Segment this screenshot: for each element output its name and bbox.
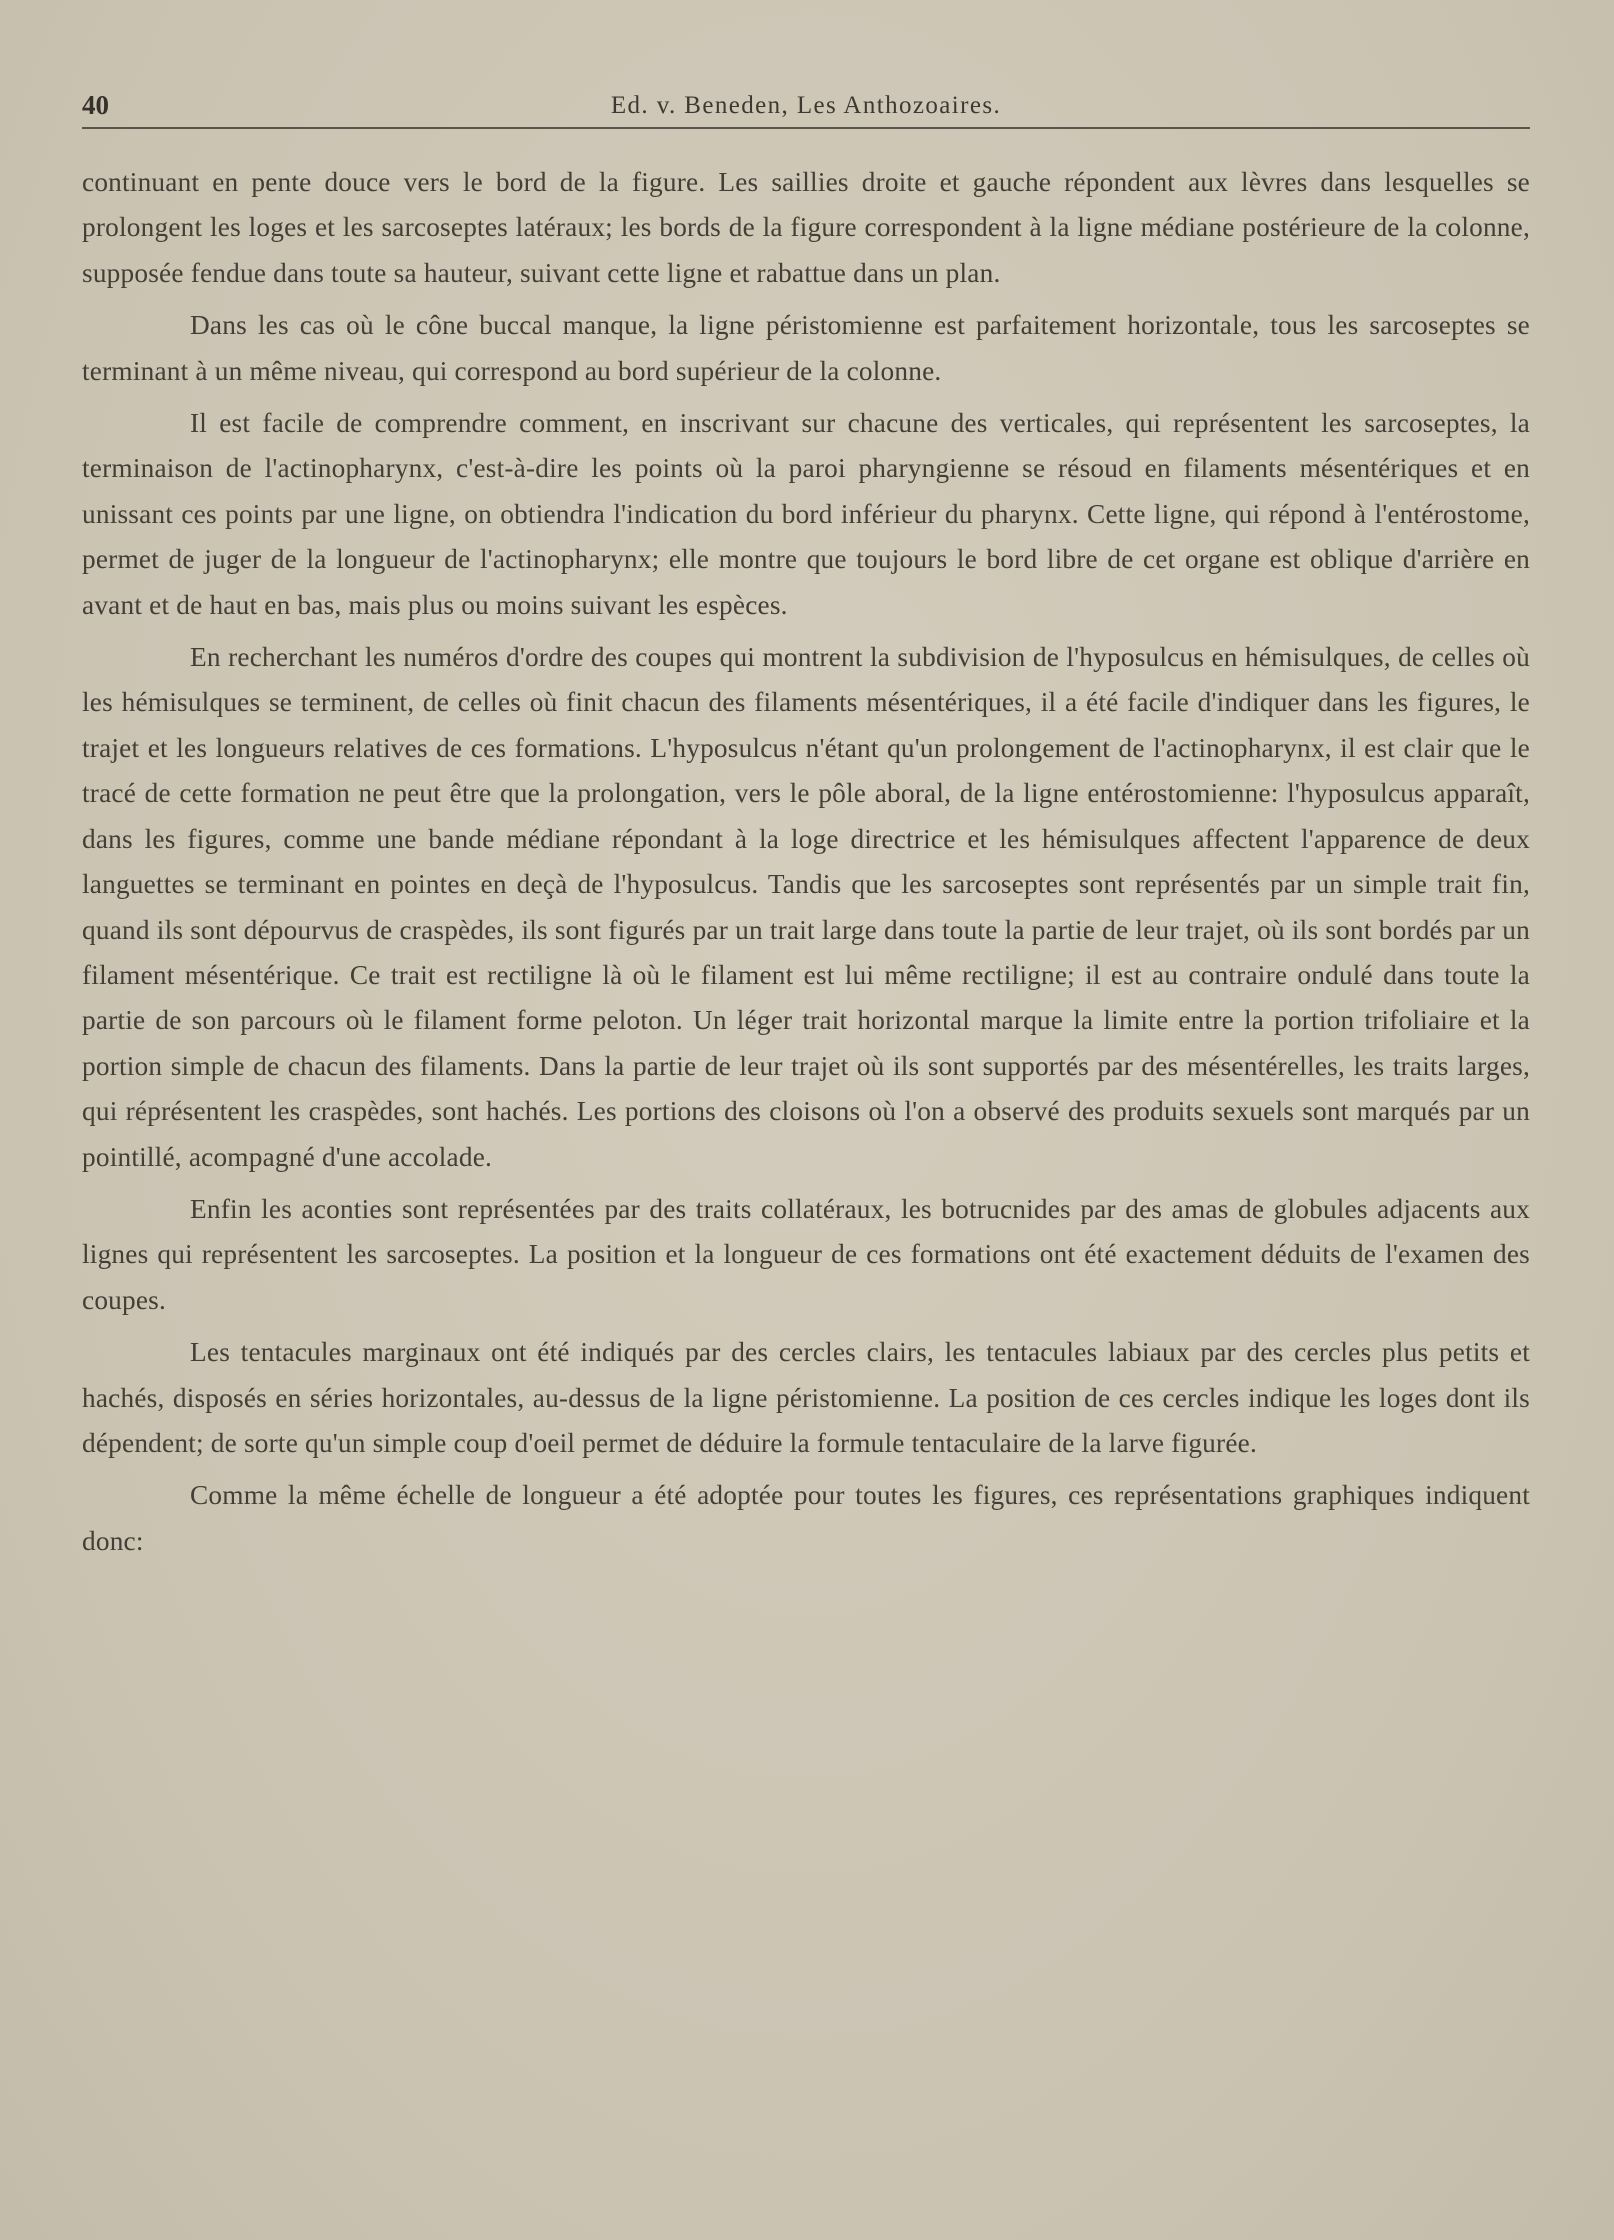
body-text — [82, 160, 1530, 1571]
page-number: 40 — [82, 90, 109, 120]
paragraph-7: Comme la même échelle de longueur a été adoptée pour toutes les figures, ces représentations graphiques indiquent donc: — [82, 1480, 1530, 1556]
paragraph-3: Il est facile de comprendre comment, en inscrivant sur chacune des verticales, qui représentent les sarcoseptes, la terminaison de l'actinopharynx, c'est-à-dire les points où la paroi pharyngienne se résoud en filaments mésentériques et en unissant ces points par une ligne, on obtiendra l'indication du bord inférieur du pharynx. Cette ligne, qui répond à l'entérostome, permet de juger de la longueur de l'actinopharynx; elle montre que toujours le bord libre de cet organe est oblique d'arrière en avant et de haut en bas, mais plus ou moins suivant les espèces. — [82, 408, 1530, 620]
page-header — [82, 86, 1530, 128]
paragraph-1: continuant en pente douce vers le bord de la figure. Les saillies droite et gauche répondent aux lèvres dans lesquelles se prolongent les loges et les sarcoseptes latéraux; les bords de la figure correspondent à la ligne médiane postérieure de la colonne, supposée fendue dans toute sa hauteur, suivant cette ligne et rabattue dans un plan. — [82, 167, 1530, 288]
paragraph-2: Dans les cas où le cône buccal manque, la ligne péristomienne est parfaitement horizontale, tous les sarcoseptes se terminant à un même niveau, qui correspond au bord supérieur de la colonne. — [82, 310, 1530, 386]
header-rule — [82, 127, 1530, 129]
paragraph-5: Enfin les aconties sont représentées par des traits collatéraux, les botrucnides par des amas de globules adjacents aux lignes qui représentent les sarcoseptes. La position et la longueur de ces formations ont été exactement déduits de l'examen des coupes. — [82, 1193, 1530, 1315]
paragraph-6: Les tentacules marginaux ont été indiqués par des cercles clairs, les tentacules labiaux par des cercles plus petits et hachés, disposés en séries horizontales, au-dessus de la ligne péristomienne. La position de ces cercles indique les loges dont ils dépendent; de sorte qu'un simple coup d'oeil permet de déduire la formule tentaculaire de la larve figurée. — [82, 1337, 1530, 1458]
paragraph-4: En recherchant les numéros d'ordre des coupes qui montrent la subdivision de l'hyposulcus en hémisulques, de celles où les hémisulques se terminent, de celles où finit chacun des filaments mésentériques, il a été facile d'indiquer dans les figures, le trajet et les longueurs relatives de ces formations. L'hyposulcus n'étant qu'un prolongement de l'actinopharynx, il est clair que le tracé de cette formation ne peut être que la prolongation, vers le pôle aboral, de la ligne entérostomienne: l'hyposulcus apparaît, dans les figures, comme une bande médiane répondant à la loge directrice et les hémisulques affectent l'apparence de deux languettes se terminant en pointes en deçà de l'hyposulcus. Tandis que les sarcoseptes sont représentés par un simple trait fin, quand ils sont dépourvus de craspèdes, ils sont figurés par un trait large dans toute la partie de leur trajet, où ils sont bordés par un filament mésentérique. Ce trait est rectiligne là où le filament est lui même rectiligne; il est au contraire ondulé dans toute la partie de son parcours où le filament forme peloton. Un léger trait horizontal marque la limite entre la portion trifoliaire et la portion simple de chacun des filaments. Dans la partie de leur trajet où ils sont supportés par des mésentérelles, les traits larges, qui réprésentent les craspèdes, sont hachés. Les portions des cloisons où l'on a observé des produits sexuels sont marqués par un pointillé, acompagné d'une accolade. — [82, 642, 1530, 1172]
running-title: Ed. v. Beneden, Les Anthozoaires. — [610, 92, 1002, 119]
